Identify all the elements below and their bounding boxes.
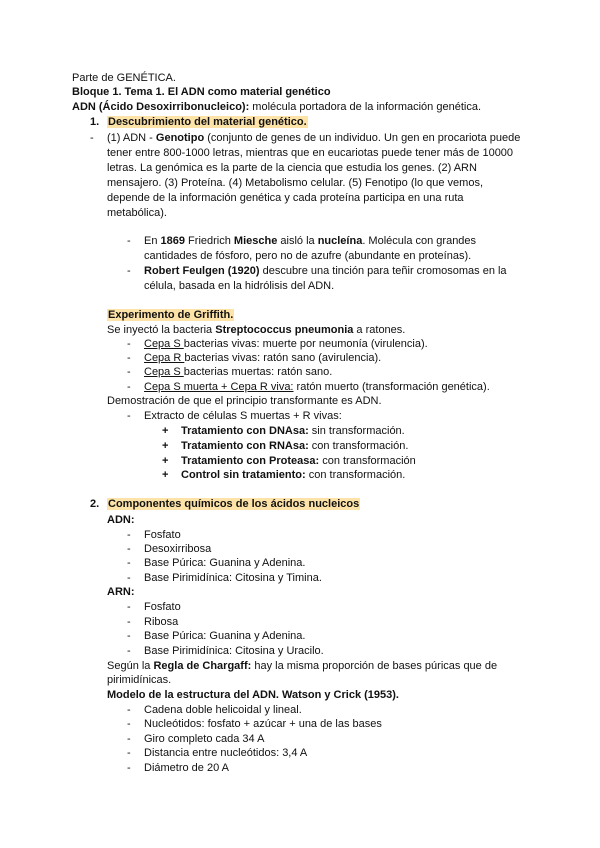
- arn-component: Base Púrica: Guanina y Adenina.: [144, 630, 306, 642]
- list-dash: -: [127, 718, 131, 730]
- list-dash: -: [90, 132, 94, 144]
- para-text: (conjunto de genes de un individuo. Un gen en procariota puede: [204, 132, 521, 144]
- treatment-item: [181, 454, 416, 468]
- treatment-name: Tratamiento con DNAsa:: [181, 425, 309, 437]
- cepa-result: bacterias muertas: ratón sano.: [183, 366, 333, 378]
- feulgen-name: Robert Feulgen (1920): [144, 265, 260, 277]
- treatment-item: [181, 439, 408, 453]
- chargaff-rule: Regla de Chargaff:: [153, 660, 252, 672]
- cepa-result: bacterias vivas: muerte por neumonía (virulencia).: [183, 338, 428, 350]
- list-dash: -: [127, 381, 131, 393]
- block-title: Bloque 1. Tema 1. El ADN como material genético: [72, 86, 331, 98]
- list-dash: -: [127, 601, 131, 613]
- model-item: Nucleótidos: fosfato + azúcar + una de las bases: [144, 718, 382, 730]
- feulgen-bullet: [144, 264, 507, 278]
- para-text: (1) ADN -: [107, 132, 156, 144]
- streptococcus-term: Streptococcus pneumonia: [215, 324, 354, 336]
- chargaff-line: [107, 659, 497, 673]
- miesche-bullet-line-2: cantidades de fósforo, pero no de azufre (abundante en proteínas).: [144, 250, 472, 262]
- feulgen-bullet-line-2: célula, basada en la hidrólisis del ADN.: [144, 280, 335, 292]
- list-dash: -: [127, 543, 131, 555]
- treatment-item: [181, 468, 405, 482]
- chargaff-line-2: pirimidínicas.: [107, 674, 172, 686]
- treatment-name: Tratamiento con RNAsa:: [181, 440, 309, 452]
- paragraph-line: letras. La genómica es la parte de la ciencia que estudia los genes. (2) ARN: [107, 162, 477, 174]
- treatment-item: [181, 424, 405, 438]
- plus-bullet: +: [162, 455, 169, 467]
- list-dash: -: [127, 366, 131, 378]
- list-dash: -: [127, 630, 131, 642]
- cepa-label: Cepa R: [144, 352, 185, 364]
- treatment-result: con transformación.: [305, 469, 406, 481]
- nucleina-term: nucleína: [317, 235, 363, 247]
- plus-bullet: +: [162, 440, 169, 452]
- paragraph-line: [107, 131, 520, 145]
- genotipo-term: Genotipo: [155, 132, 205, 144]
- model-item: Diámetro de 20 A: [144, 762, 229, 774]
- treatment-name: Control sin tratamiento:: [181, 469, 306, 481]
- list-dash: -: [127, 410, 131, 422]
- model-item: Cadena doble helicoidal y lineal.: [144, 704, 302, 716]
- treatment-name: Tratamiento con Proteasa:: [181, 455, 320, 467]
- list-dash: -: [127, 352, 131, 364]
- intro-text: a ratones.: [353, 324, 406, 336]
- griffith-item: [144, 380, 490, 394]
- treatment-result: con transformación.: [308, 440, 409, 452]
- griffith-item: [144, 365, 332, 379]
- list-dash: -: [127, 338, 131, 350]
- arn-component: Fosfato: [144, 601, 181, 613]
- paragraph-line: mensajero. (3) Proteína. (4) Metabolismo celular. (5) Fenotipo (lo que vemos,: [107, 177, 483, 189]
- intro-text: Se inyectó la bacteria: [107, 324, 216, 336]
- paragraph-line: metabólica).: [107, 207, 167, 219]
- griffith-item: [144, 337, 428, 351]
- cepa-result: ratón muerto (transformación genética).: [293, 381, 490, 393]
- griffith-item: [144, 351, 381, 365]
- section-1-heading: [107, 115, 308, 129]
- paragraph-line: tener entre 800-1000 letras, mientras que en eucariotas puede tener más de 10000: [107, 147, 514, 159]
- bullet-text: aisló la: [277, 235, 318, 247]
- adn-component: Base Púrica: Guanina y Adenina.: [144, 557, 306, 569]
- cepa-label: Cepa S: [144, 366, 184, 378]
- paragraph-line: depende de la información genética y cada proteína participa en una ruta: [107, 192, 464, 204]
- list-dash: -: [127, 235, 131, 247]
- list-dash: -: [127, 704, 131, 716]
- list-dash: -: [127, 572, 131, 584]
- bullet-text: Friedrich: [185, 235, 234, 247]
- treatment-result: con transformación: [319, 455, 416, 467]
- adn-component: Desoxirribosa: [144, 543, 212, 555]
- list-dash: -: [127, 265, 131, 277]
- adn-definition: [72, 100, 481, 114]
- cepa-label: Cepa S: [144, 338, 184, 350]
- miesche-bullet: [144, 234, 476, 248]
- treatment-result: sin transformación.: [308, 425, 405, 437]
- model-item: Distancia entre nucleótidos: 3,4 A: [144, 747, 308, 759]
- extracto-line: Extracto de células S muertas + R vivas:: [144, 410, 342, 422]
- list-dash: -: [127, 762, 131, 774]
- miesche-name: Miesche: [233, 235, 278, 247]
- list-dash: -: [127, 733, 131, 745]
- arn-label: ARN:: [107, 586, 135, 598]
- section-1-number: 1.: [90, 116, 100, 128]
- plus-bullet: +: [162, 469, 169, 481]
- list-dash: -: [127, 529, 131, 541]
- section-2-title: Componentes químicos de los ácidos nucleicos: [108, 498, 360, 510]
- bullet-text: En: [144, 235, 161, 247]
- arn-component: Base Pirimidínica: Citosina y Uracilo.: [144, 645, 324, 657]
- adn-component: Base Pirimidínica: Citosina y Timina.: [144, 572, 322, 584]
- chargaff-text: Según la: [107, 660, 154, 672]
- list-dash: -: [127, 616, 131, 628]
- plus-bullet: +: [162, 425, 169, 437]
- section-2-number: 2.: [90, 498, 100, 510]
- adn-definition-text: molécula portadora de la información genética.: [249, 101, 481, 113]
- model-item: Giro completo cada 34 A: [144, 733, 265, 745]
- watson-crick-title: Modelo de la estructura del ADN. Watson y Crick (1953).: [107, 689, 399, 701]
- year-1869: 1869: [160, 235, 185, 247]
- cepa-result: bacterias vivas: ratón sano (avirulencia).: [184, 352, 382, 364]
- griffith-title: Experimento de Griffith.: [108, 309, 234, 321]
- list-dash: -: [127, 557, 131, 569]
- section-1-title: Descubrimiento del material genético.: [108, 116, 307, 128]
- griffith-demo: Demostración de que el principio transformante es ADN.: [107, 395, 382, 407]
- document-header: Parte de GENÉTICA.: [72, 72, 176, 84]
- bullet-text: . Molécula con grandes: [362, 235, 477, 247]
- adn-label: ADN:: [107, 514, 135, 526]
- list-dash: -: [127, 747, 131, 759]
- cepa-label: Cepa S muerta + Cepa R viva:: [144, 381, 294, 393]
- list-dash: -: [127, 645, 131, 657]
- section-2-heading: [107, 497, 360, 511]
- bullet-text: descubre una tinción para teñir cromosomas en la: [259, 265, 507, 277]
- chargaff-text: hay la misma proporción de bases púricas que de: [251, 660, 498, 672]
- arn-component: Ribosa: [144, 616, 179, 628]
- adn-component: Fosfato: [144, 529, 181, 541]
- griffith-heading: [107, 308, 234, 322]
- griffith-intro: [107, 323, 405, 337]
- adn-term: ADN (Ácido Desoxirribonucleico):: [72, 101, 250, 113]
